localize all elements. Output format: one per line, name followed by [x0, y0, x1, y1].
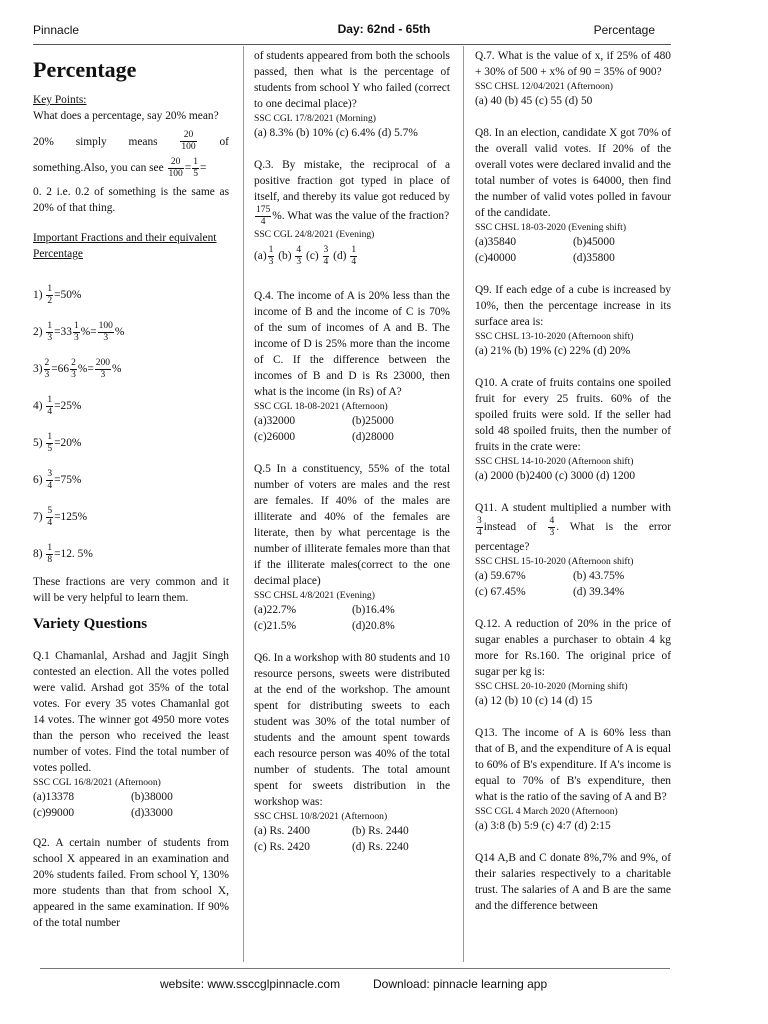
header-divider	[33, 44, 671, 45]
page-header	[0, 0, 768, 44]
fraction-item-2: 2) $\frac{1}{3}$ =33 $\frac{1}{3}$ %= $\frac{100}{3}$ %	[33, 321, 125, 343]
footer-download[interactable]: Download: pinnacle learning app	[373, 977, 548, 991]
question-12-options: (a) 12 (b) 10 (c) 14 (d) 15	[475, 695, 593, 707]
question-10-options: (a) 2000 (b)2400 (c) 3000 (d) 1200	[475, 470, 636, 482]
question-3: Q.3. By mistake, the reciprocal of a positive fraction got typed in place of itself, and thereby its value got reduced by $\frac{175}{4}$ %. What was the value of the fraction?	[254, 159, 450, 227]
question-4-source: SSC CGL 18-08-2021 (Afternoon)	[254, 401, 388, 412]
header-left: Pinnacle	[33, 23, 80, 37]
question-9-options: (a) 21% (b) 19% (c) 22% (d) 20%	[475, 345, 631, 357]
question-6-source: SSC CHSL 10/8/2021 (Afternoon)	[254, 811, 388, 822]
column-3: Q.7. What is the value of x, if 25% of 480 + 30% of 500 + x% of 90 = 35% of 900? SSC CHSL 12/04/2021 (Afternoon) (a) 40 (b) 45 (c) 55 (d) 50 Q8. In an election, candidate X got 70% of the overall valid votes. If 20% of the overall votes were declared invalid and the total number of votes is 64000, then find the number of valid votes polled in favour of the candidate. SSC CHSL 18-03-2020 (Evening shift) (a)35840 (b)45000 (c)40000 (d)35800 Q9. If each edge of a cube is increased by 10%, then the percentage increase in its surface area is: SSC CHSL 13-10-2020 (Afternoon shift) (a) 21% (b) 19% (c) 22% (d) 20% Q10. A crate of fruits contains one spoiled fruit for every 25 fruits. 60% of the spoiled fruits were sold. If the seller had sold 48 spoiled fruits, then the number of fruits in the crate were: SSC CHSL 14-10-2020 (Afternoon shift) (a) 2000 (b)2400 (c) 3000 (d) 1200 Q11. A student multiplied a number with $\frac{3}{4}$ instead of $\frac{4}{3}$ . What is the error percentage? SSC CHSL 15-10-2020 (Afternoon shift) (a) 59.67% (b) 43.75% (c) 67.45% (d) 39.34% Q.12. A reduction of 20% in the price of sugar enables a purchaser to obtain 4 kg more for Rs.160. The original price of sugar per kg is: SSC CHSL 20-10-2020 (Morning shift) (a) 12 (b) 10 (c) 14 (d) 15 Q13. The income of A is 60% less than that of B, and the expenditure of A is equal to 60% of B's expenditure. If A's income is equal to 70% of B's expenditure, then what is the ratio of the saving of A and B? SSC CGL 4 March 2020 (Afternoon) (a) 3:8 (b) 5:9 (c) 4:7 (d) 2:15 Q14 A,B and C donate 8%,7% and 9%, of their salaries respectively to a charitable trust. The salaries of A and B are the same and the difference between	[475, 50, 671, 912]
question-8-source: SSC CHSL 18-03-2020 (Evening shift)	[475, 222, 627, 233]
twenty-percent-line: 20% simply means 20 100 of	[33, 130, 229, 152]
common-note: These fractions are very common and it will be very helpful to learn them.	[33, 576, 229, 604]
question-1-options: (a)13378 (b)38000	[33, 791, 173, 803]
fraction-item-7: 7) $\frac{5}{4}$ =125%	[33, 506, 88, 528]
question-1-source: SSC CGL 16/8/2021 (Afternoon)	[33, 777, 161, 788]
fraction-item-1: 1) $\frac{1}{2}$ =50%	[33, 284, 82, 306]
question-14: Q14 A,B and C donate 8%,7% and 9%, of their salaries respectively to a charitable trust. The salaries of A and B are the same and the difference between	[475, 852, 671, 912]
question-2: Q2. A certain number of students from school X appeared in an examination and 20% students failed. From school Y, 130% more students than that from school X, appeared in the same examination. If 90% of the total number	[33, 837, 229, 929]
question-13: Q13. The income of A is 60% less than that of B, and the expenditure of A is equal to 60% of B's expenditure. If A's income is equal to 70% of B's expenditure, then what is the ratio of the saving of A and B?	[475, 727, 671, 803]
question-6: Q6. In a workshop with 80 students and 10 resource persons, sweets were distributed at the end of the workshop. The amount spent for distributing sweets to each student was 30% of the total number of students and the amount spent towards each resource person was 40% of the total number of students. The total amount spent for sweets distribution in the workshop was:	[254, 652, 450, 808]
variety-heading: Variety Questions	[33, 616, 148, 632]
page-title: Percentage	[33, 57, 137, 82]
question-10: Q10. A crate of fruits contains one spoiled fruit for every 25 fruits. 60% of the spoiled fruits were sold. If the seller had sold 48 spoiled fruits, then the number of fruits in the crate were:	[475, 377, 671, 453]
question-3-options: (a) $\frac{1}{3}$ (b) $\frac{4}{3}$ (c) $\frac{3}{4}$ (d) $\frac{1}{4}$	[254, 245, 357, 267]
key-points-label: Key Points:	[33, 94, 87, 106]
question-13-options: (a) 3:8 (b) 5:9 (c) 4:7 (d) 2:15	[475, 820, 611, 832]
question-9: Q9. If each edge of a cube is increased by 10%, then the percentage increase in its surface area is:	[475, 284, 671, 328]
question-5: Q.5 In a constituency, 55% of the total number of voters are males and the rest are females. If 40% of the males are illiterate and 40% of the females are literate, then by what percentage is the number of illiterate females more than that if the illiterate males(correct to the one decimal place)	[254, 463, 450, 587]
fraction-item-8: 8) $\frac{1}{8}$ =12. 5%	[33, 543, 93, 565]
what-question: What does a percentage, say 20% mean?	[33, 110, 219, 122]
footer-divider	[40, 968, 670, 969]
question-8: Q8. In an election, candidate X got 70% of the overall valid votes. If 20% of the overall votes were declared invalid and the total number of votes is 64000, then find the number of valid votes polled in favour of the candidate.	[475, 127, 671, 219]
header-center: Day: 62nd - 65th	[337, 22, 431, 36]
question-2-source: SSC CGL 17/8/2021 (Morning)	[254, 113, 376, 124]
question-9-source: SSC CHSL 13-10-2020 (Afternoon shift)	[475, 331, 634, 342]
question-5-source: SSC CHSL 4/8/2021 (Evening)	[254, 590, 375, 601]
fraction-item-5: 5) $\frac{1}{5}$ =20%	[33, 432, 82, 454]
header-right: Percentage	[593, 23, 655, 37]
fraction-item-6: 6) $\frac{3}{4}$ =75%	[33, 469, 82, 491]
question-11-source: SSC CHSL 15-10-2020 (Afternoon shift)	[475, 556, 634, 567]
question-11: Q11. A student multiplied a number with $\frac{3}{4}$ instead of $\frac{4}{3}$ . What is the error percentage?	[475, 502, 671, 553]
question-10-source: SSC CHSL 14-10-2020 (Afternoon shift)	[475, 456, 634, 467]
fraction-item-3: 3) $\frac{2}{3}$ =66 $\frac{2}{3}$ %= $\frac{200}{3}$ %	[33, 358, 122, 380]
also-line: something.Also, you can see $\frac{20}{100}$ = $\frac{1}{5}$ =	[33, 157, 207, 179]
question-7-source: SSC CHSL 12/04/2021 (Afternoon)	[475, 81, 613, 92]
question-2-continued: of students appeared from both the schools passed, then what is the percentage of students from school Y who failed (correct to one decimal place)?	[254, 50, 450, 110]
question-12-source: SSC CHSL 20-10-2020 (Morning shift)	[475, 681, 628, 692]
question-2-options: (a) 8.3% (b) 10% (c) 6.4% (d) 5.7%	[254, 127, 418, 139]
question-13-source: SSC CGL 4 March 2020 (Afternoon)	[475, 806, 618, 817]
fraction: 20 100	[181, 130, 196, 152]
important-fractions-heading: Important Fractions and their equivalent Percentage	[33, 232, 217, 260]
column-divider-1	[243, 46, 244, 962]
question-1: Q.1 Chamanlal, Arshad and Jagjit Singh contested an election. All the votes polled were valid. Arshad got 35% of the total votes. For every 35 votes Chamanlal got 14 votes. The winner got 4950 more votes than the person who received the least number of votes. Find the total number of votes polled.	[33, 650, 229, 774]
question-7: Q.7. What is the value of x, if 25% of 480 + 30% of 500 + x% of 90 = 35% of 900?	[475, 50, 671, 78]
question-3-source: SSC CGL 24/8/2021 (Evening)	[254, 229, 375, 240]
question-7-options: (a) 40 (b) 45 (c) 55 (d) 50	[475, 95, 593, 107]
explanation: 0. 2 i.e. 0.2 of something is the same as 20% of that thing.	[33, 186, 229, 214]
footer-website[interactable]: website: www.ssccglpinnacle.com	[160, 977, 341, 991]
fraction-item-4: 4) $\frac{1}{4}$ =25%	[33, 395, 82, 417]
question-12: Q.12. A reduction of 20% in the price of sugar enables a purchaser to obtain 4 kg more for Rs.160. The original price of sugar per kg is:	[475, 618, 671, 678]
column-2: of students appeared from both the schools passed, then what is the percentage of students from school Y who failed (correct to one decimal place)? SSC CGL 17/8/2021 (Morning) (a) 8.3% (b) 10% (c) 6.4% (d) 5.7% Q.3. By mistake, the reciprocal of a positive fraction got typed in place of itself, and thereby its value got reduced by $\frac{175}{4}$ %. What was the value of the fraction? SSC CGL 24/8/2021 (Evening) (a) $\frac{1}{3}$ (b) $\frac{4}{3}$ (c) $\frac{3}{4}$ (d) $\frac{1}{4}$ Q.4. The income of A is 20% less than the income of B and the income of C is 70% of the sum of incomes of A and B. The income of D is 25% more than the income of C. If the difference between the incomes of B and D is Rs 23000, then what is the income (in Rs) of A? SSC CGL 18-08-2021 (Afternoon) (a)32000 (b)25000 (c)26000 (d)28000 Q.5 In a constituency, 55% of the total number of voters are males and the rest are females. If 40% of the males are illiterate and 40% of the females are literate, then by what percentage is the number of illiterate females more than that if the illiterate males(correct to the one decimal place) SSC CHSL 4/8/2021 (Evening) (a)22.7% (b)16.4% (c)21.5% (d)20.8% Q6. In a workshop with 80 students and 10 resource persons, sweets were distributed at the end of the workshop. The amount spent for distributing sweets to each student was 30% of the total number of students and the amount spent towards each resource person was 40% of the total number of students. The total amount spent for sweets distribution in the workshop was: SSC CHSL 10/8/2021 (Afternoon) (a) Rs. 2400 (b) Rs. 2440 (c) Rs. 2420 (d) Rs. 2240	[254, 50, 450, 853]
column-1: Percentage Key Points: What does a percentage, say 20% mean? 20% simply means 20 100 of something.Also, you can see $\frac{20}{100}$ = $\frac{1}{5}$ = 0. 2 i.e. 0.2 of something is the same as 20% of that thing. Important Fractions and their equivalent Percentage 1) $\frac{1}{2}$ =50% 2) $\frac{1}{3}$ =33 $\frac{1}{3}$ %= $\frac{100}{3}$ % 3) $\frac{2}{3}$ =66 $\frac{2}{3}$ %= $\frac{200}{3}$ % 4) $\frac{1}{4}$ =25% 5) $\frac{1}{5}$ =20% 6) $\frac{3}{4}$ =75% 7) $\frac{5}{4}$ =125% 8) $\frac{1}{8}$ =12. 5% These fractions are very common and it will be very helpful to learn them. Variety Questions Q.1 Chamanlal, Arshad and Jagjit Singh contested an election. All the votes polled were valid. Arshad got 35% of the total votes. For every 35 votes Chamanlal got 14 votes. The winner got 4950 more votes than the person who received the least number of votes. Find the total number of votes polled. SSC CGL 16/8/2021 (Afternoon) (a)13378 (b)38000 (c)99000 (d)33000 Q2. A certain number of students from school X appeared in an examination and 20% students failed. From school Y, 130% more students than that from school X, appeared in the same examination. If 90% of the total number	[33, 57, 229, 929]
question-4: Q.4. The income of A is 20% less than the income of B and the income of C is 70% of the sum of incomes of A and B. The income of D is 25% more than the income of C. If the difference between the incomes of B and D is Rs 23000, then what is the income (in Rs) of A?	[254, 290, 450, 398]
column-divider-2	[463, 46, 464, 962]
